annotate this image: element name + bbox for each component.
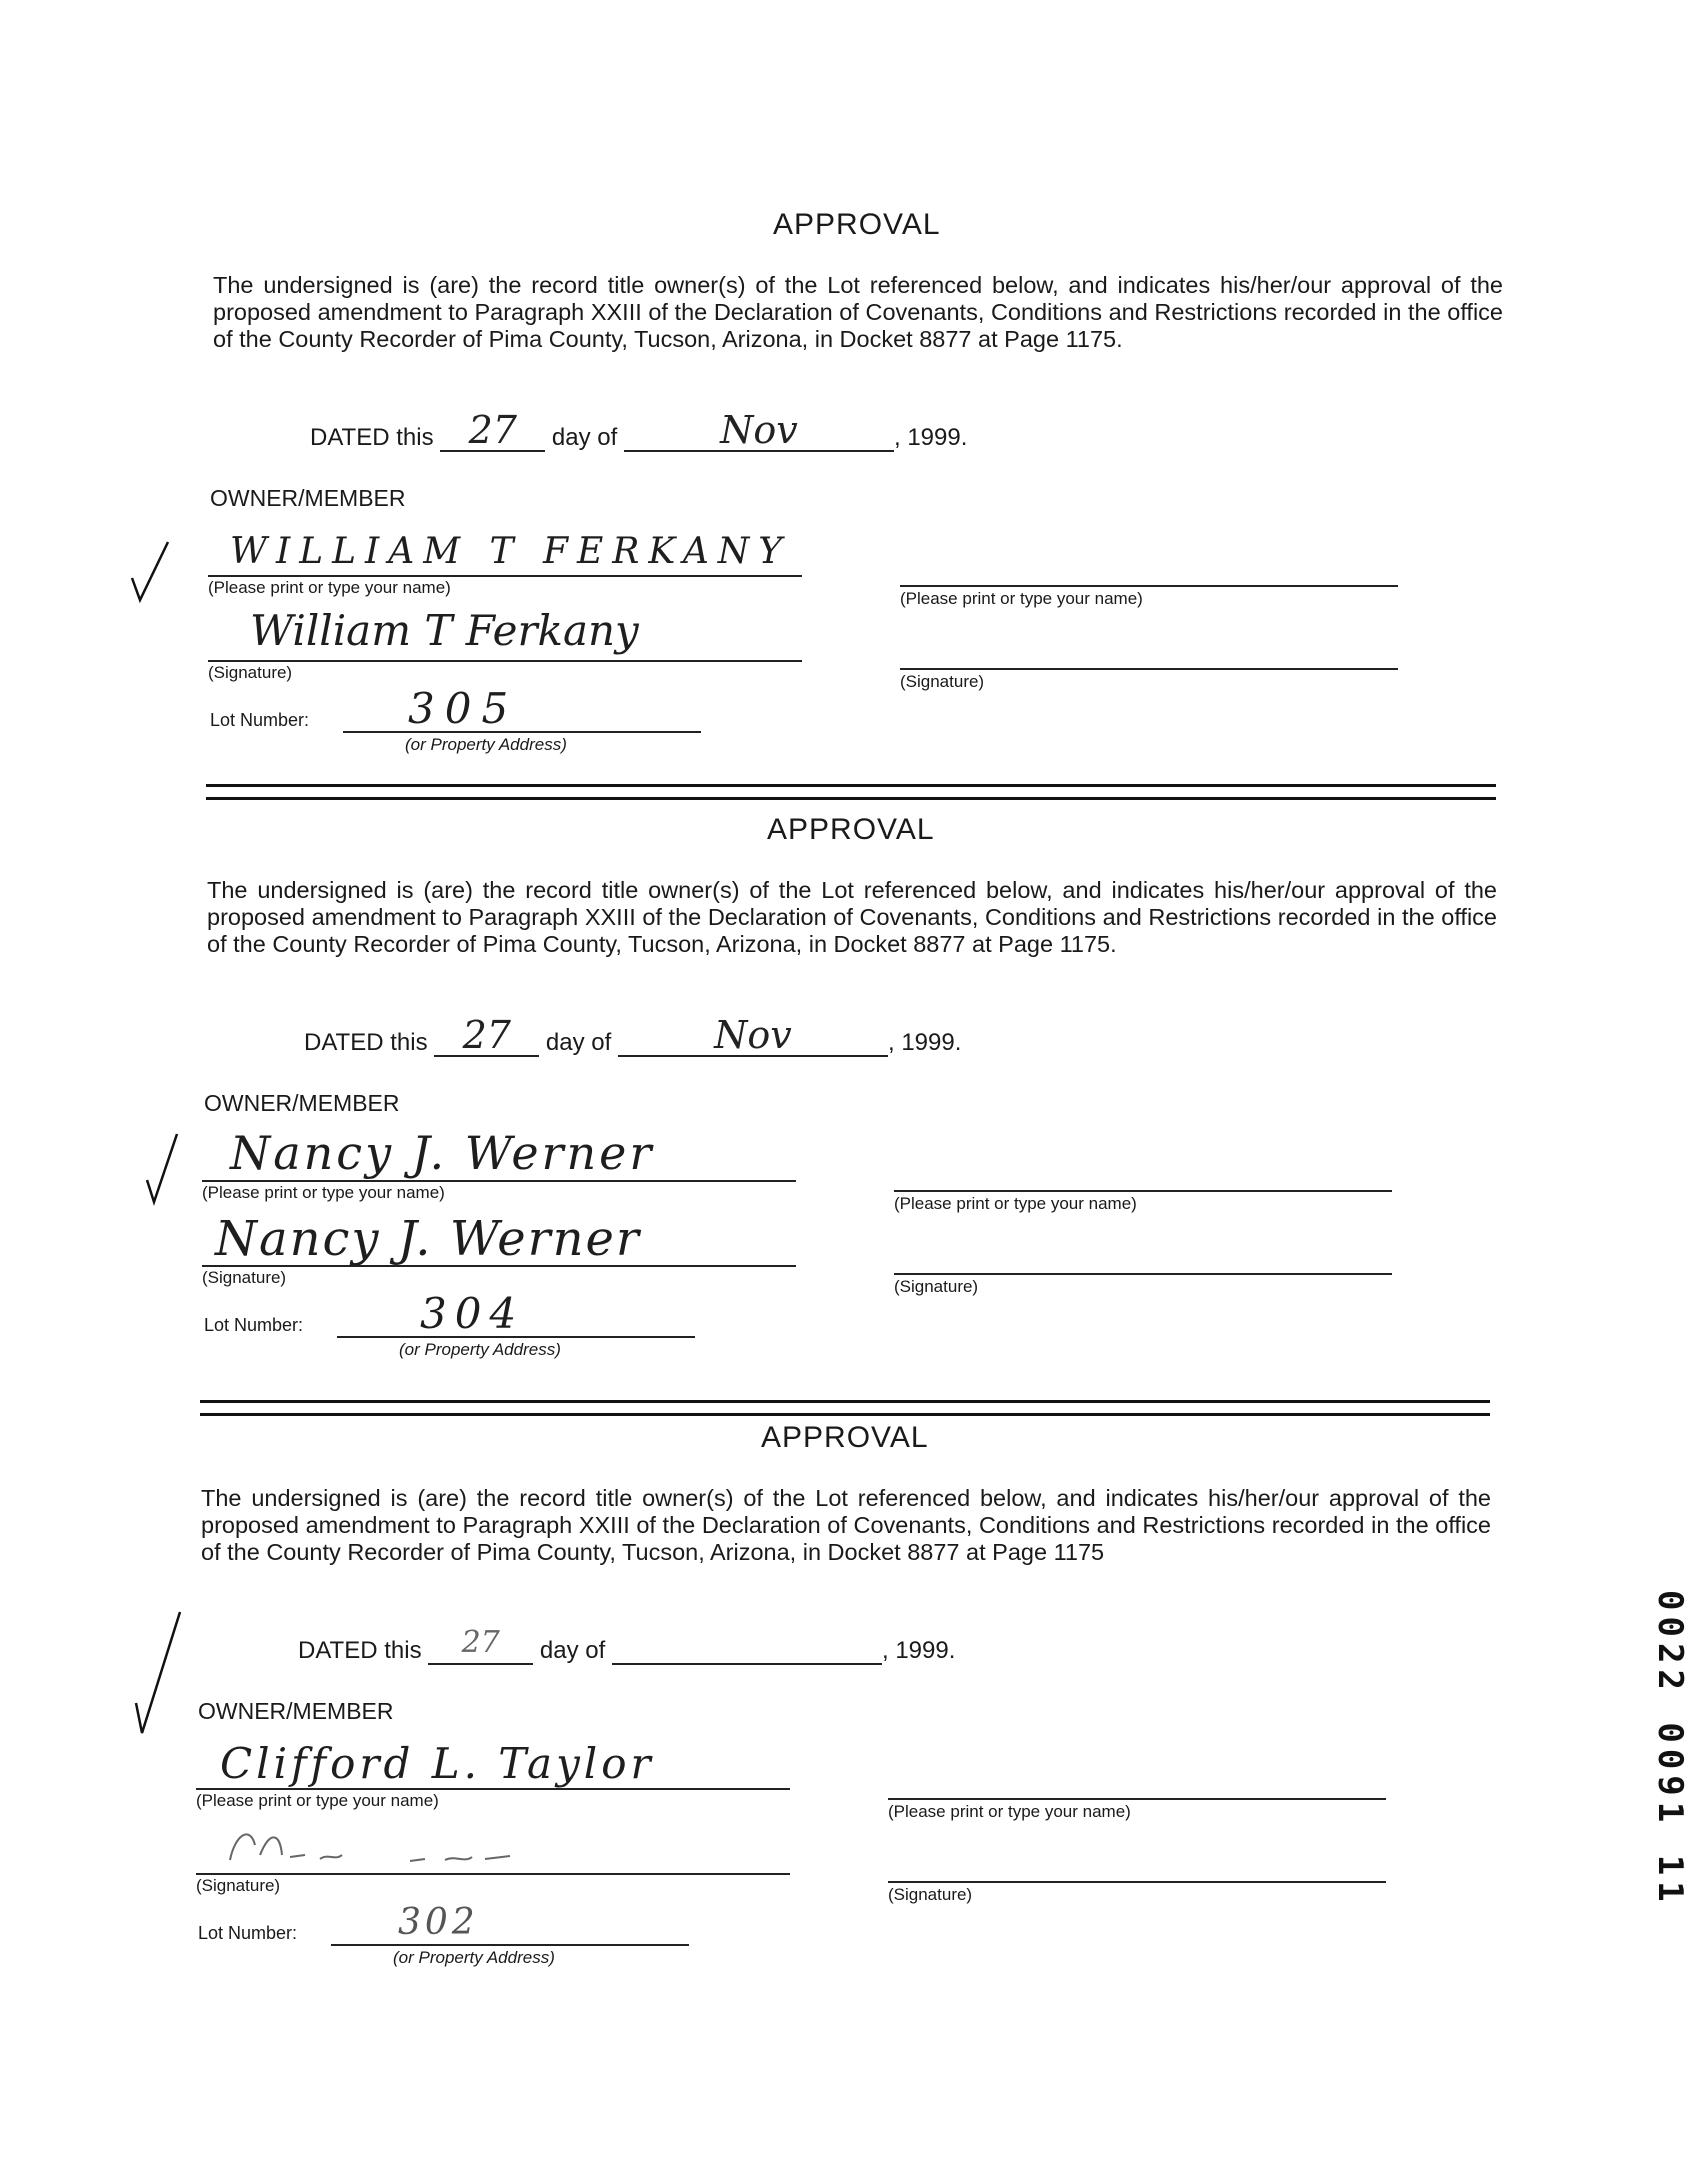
lot-number-label: Lot Number: (210, 710, 310, 730)
printed-name-value: Nancy J. Werner (230, 1126, 655, 1180)
dated-line (298, 1625, 956, 1665)
owner-member-label: OWNER/MEMBER (204, 1090, 400, 1116)
printed-name-field[interactable] (208, 575, 802, 577)
lot-number-value: 304 (420, 1289, 525, 1338)
second-signature-field[interactable] (888, 1881, 1386, 1883)
lot-number-value: 302 (398, 1902, 479, 1943)
printed-name-value: WILLIAM T FERKANY (230, 531, 792, 572)
lot-number-label: Lot Number: (198, 1923, 298, 1943)
dated-line (310, 408, 968, 452)
month-field[interactable] (612, 1633, 882, 1665)
approval-title: APPROVAL (773, 208, 941, 241)
day-value: 27 (468, 408, 517, 452)
approval-text: The undersigned is (are) the record title owner(s) of the Lot referenced below, and indicates his/her/our approval of the proposed amendment to Paragraph XXIII of the Declaration of Covenants, Conditions and Restrictions recorded in the office of the County Recorder of Pima County, Tucson, Arizona, in Docket 8877 at Page 1175. (213, 272, 1503, 352)
dated-prefix: DATED this (304, 1029, 428, 1056)
printed-name-field[interactable] (202, 1180, 796, 1182)
lot-number-label: Lot Number: (204, 1315, 304, 1335)
dated-prefix: DATED this (310, 424, 434, 451)
document-stamp-number: 0022 0091 11 (1650, 1590, 1690, 1908)
year-label: , 1999. (881, 1637, 956, 1664)
month-value: Nov (720, 408, 798, 452)
approval-text: The undersigned is (are) the record title owner(s) of the Lot referenced below, and indicates his/her/our approval of the proposed amendment to Paragraph XXIII of the Declaration of Covenants, Conditions and Restrictions recorded in the office of the County Recorder of Pima County, Tucson, Arizona, in Docket 8877 at Page 1175 (201, 1485, 1491, 1565)
approval-block-3 (0, 1213, 1696, 1967)
second-signature-caption: (Signature) (888, 1885, 973, 1904)
day-of-label: day of (539, 1637, 606, 1664)
second-printed-name-field[interactable] (894, 1190, 1392, 1192)
second-signature-caption: (Signature) (894, 1277, 979, 1296)
year-label: , 1999. (887, 1029, 962, 1056)
signature-value (210, 1815, 590, 1875)
year-label: , 1999. (893, 424, 968, 451)
owner-member-label: OWNER/MEMBER (210, 485, 406, 511)
day-value: 27 (461, 1625, 500, 1660)
printed-name-caption: (Please print or type your name) (202, 1183, 445, 1202)
check-mark-icon (132, 1608, 187, 1748)
signature-caption: (Signature) (202, 1268, 287, 1287)
property-address-caption: (or Property Address) (399, 1340, 561, 1359)
day-of-label: day of (551, 424, 618, 451)
property-address-caption: (or Property Address) (405, 735, 567, 754)
signature-value: Nancy J. Werner (215, 1211, 641, 1267)
signature-caption: (Signature) (208, 663, 293, 682)
dated-prefix: DATED this (298, 1637, 422, 1664)
approval-block-2 (0, 605, 1696, 1359)
signature-caption: (Signature) (196, 1876, 281, 1895)
printed-name-field[interactable] (196, 1788, 790, 1790)
approval-text: The undersigned is (are) the record title owner(s) of the Lot referenced below, and indicates his/her/our approval of the proposed amendment to Paragraph XXIII of the Declaration of Covenants, Conditions and Restrictions recorded in the office of the County Recorder of Pima County, Tucson, Arizona, in Docket 8877 at Page 1175. (207, 877, 1497, 957)
dated-line (304, 1013, 962, 1057)
day-value: 27 (462, 1013, 511, 1057)
month-value: Nov (714, 1013, 792, 1057)
approval-block-1 (0, 0, 1696, 754)
second-printed-name-caption: (Please print or type your name) (900, 589, 1143, 608)
lot-number-value: 305 (408, 684, 519, 733)
signature-value: William T Ferkany (250, 606, 639, 655)
day-field[interactable] (434, 1013, 539, 1057)
property-address-caption: (or Property Address) (393, 1948, 555, 1967)
printed-name-caption: (Please print or type your name) (196, 1791, 439, 1810)
approval-title: APPROVAL (767, 813, 935, 846)
approval-title: APPROVAL (761, 1421, 929, 1454)
second-printed-name-caption: (Please print or type your name) (894, 1194, 1137, 1213)
second-printed-name-field[interactable] (900, 585, 1398, 587)
second-signature-caption: (Signature) (900, 672, 985, 691)
printed-name-value: Clifford L. Taylor (220, 1739, 655, 1788)
month-field[interactable] (624, 408, 894, 452)
month-field[interactable] (618, 1013, 888, 1057)
owner-member-label: OWNER/MEMBER (198, 1698, 394, 1724)
day-of-label: day of (545, 1029, 612, 1056)
second-printed-name-field[interactable] (888, 1798, 1386, 1800)
check-mark-icon (142, 1130, 187, 1210)
printed-name-caption: (Please print or type your name) (208, 578, 451, 597)
check-mark-icon (128, 538, 173, 608)
day-field[interactable] (428, 1625, 533, 1665)
day-field[interactable] (440, 408, 545, 452)
second-printed-name-caption: (Please print or type your name) (888, 1802, 1131, 1821)
signature-field[interactable] (196, 1873, 790, 1875)
lot-number-field[interactable] (331, 1944, 689, 1946)
